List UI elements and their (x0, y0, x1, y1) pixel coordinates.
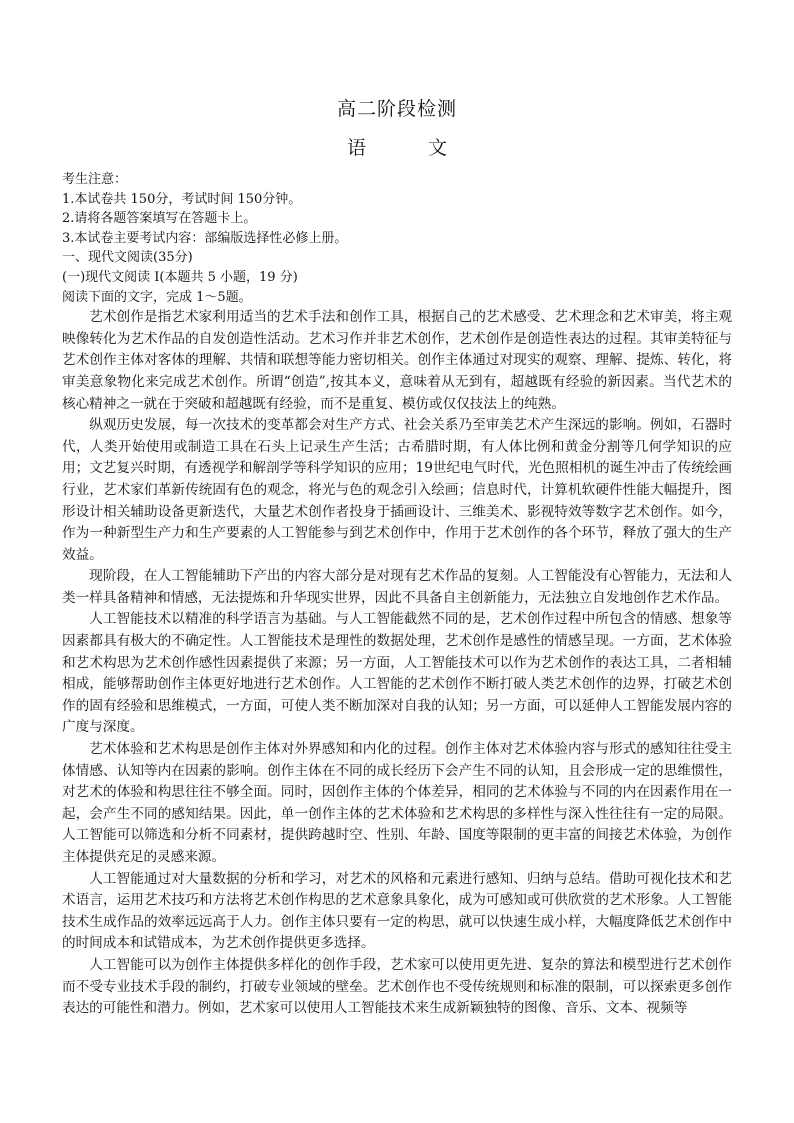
passage-paragraph: 纵观历史发展，每一次技术的变革都会对生产方式、社会关系乃至审美艺术产生深远的影响。例如，石器时代，人类开始使用或制造工具在石头上记录生产生活；古希腊时期，有人体比例和黄金分割等几何学知识的应用；文艺复兴时期，有透视学和解剖学等科学知识的应用；19世纪电气时代，光色照相机的诞生冲击了传统绘画行业，艺术家们革新传统固有色的观念，将光与色的观念引入绘画；信息时代，计算机软硬件性能大幅提升，图形设计相关辅助设备更新迭代，大量艺术创作者投身于插画设计、三维美术、影视特效等数字艺术创作。如今，作为一种新型生产力和生产要素的人工智能参与到艺术创作中，作用于艺术创作的各个环节，释放了强大的生产效益。 (62, 417, 732, 563)
passage-paragraph: 艺术体验和艺术构思是创作主体对外界感知和内化的过程。创作主体对艺术体验内容与形式的感知往往受主体情感、认知等内在因素的影响。创作主体在不同的成长经历下会产生不同的认知，且会形成一定的思维惯性，对艺术的体验和构思往往不够全面。同时，因创作主体的个体差异，相同的艺术体验与不同的内在因素作用在一起，会产生不同的感知结果。因此，单一创作主体的艺术体验和艺术构思的多样性与深入性往往有一定的局限。人工智能可以筛选和分析不同素材，提供跨越时空、性别、年龄、国度等限制的更丰富的间接艺术体验，为创作主体提供充足的灵感来源。 (62, 741, 732, 865)
reading-instruction: 阅读下面的文字，完成 1～5题。 (62, 289, 252, 305)
notice-item: 3.本试卷主要考试内容：部编版选择性必修上册。 (62, 230, 348, 246)
section-title: 一、现代文阅读(35分) (62, 250, 193, 266)
passage-paragraph: 人工智能技术以精准的科学语言为基础。与人工智能截然不同的是，艺术创作过程中所包含的情感、想象等因素都具有极大的不确定性。人工智能技术是理性的数据处理，艺术创作是感性的情感呈现。一方面，艺术体验和艺术构思为艺术创作感性因素提供了来源；另一方面，人工智能技术可以作为艺术创作的表达工具，二者相辅相成，能够帮助创作主体更好地进行艺术创作。人工智能的艺术创作不断打破人类艺术创作的边界，打破艺术创作的固有经验和思维模式，一方面，可使人类不断加深对自我的认知；另一方面，可以延伸人工智能发展内容的广度与深度。 (62, 611, 732, 736)
passage-paragraph: 艺术创作是指艺术家利用适当的艺术手法和创作工具，根据自己的艺术感受、艺术理念和艺术审美，将主观映像转化为艺术作品的自发创造性活动。艺术习作并非艺术创作，艺术创作是创造性表达的过程。其审美特征与艺术创作主体对客体的理解、共情和联想等能力密切相关。创作主体通过对现实的观察、理解、提炼、转化，将审美意象物化来完成艺术创作。所谓“创造”,按其本义，意味着从无到有，超越既有经验的新因素。当代艺术的核心精神之一就在于突破和超越既有经验，而不是重复、模仿或仅仅技法上的纯熟。 (62, 309, 732, 412)
exam-title: 高二阶段检测 (336, 98, 457, 120)
subject-char-2: 文 (428, 137, 448, 159)
subsection-title: (一)现代文阅读 I(本题共 5 小题，19 分) (62, 269, 298, 285)
notice-heading: 考生注意： (62, 172, 128, 187)
subject-char-1: 语 (346, 137, 366, 159)
notice-item: 1.本试卷共 150分，考试时间 150分钟。 (62, 191, 302, 207)
subject-title (62, 134, 732, 162)
notice-item: 2.请将各题答案填写在答题卡上。 (62, 211, 257, 227)
exam-page (62, 96, 732, 1020)
passage-paragraph: 现阶段，在人工智能辅助下产出的内容大部分是对现有艺术作品的复刻。人工智能没有心智能力，无法和人类一样具备精神和情感，无法提炼和升华现实世界，因此不具备自主创新能力，无法独立自发地创作艺术作品。 (62, 568, 732, 606)
passage-paragraph: 人工智能通过对大量数据的分析和学习，对艺术的风格和元素进行感知、归纳与总结。借助可视化技术和艺术语言，运用艺术技巧和方法将艺术创作构思的艺术意象具象化，成为可感知或可供欣赏的艺术形象。人工智能技术生成作品的效率远远高于人力。创作主体只要有一定的构思，就可以快速生成小样，大幅度降低艺术创作中的时间成本和试错成本，为艺术创作提供更多选择。 (62, 870, 732, 952)
passage-paragraph: 人工智能可以为创作主体提供多样化的创作手段，艺术家可以使用更先进、复杂的算法和模型进行艺术创作而不受专业技术手段的制约，打破专业领域的壁垒。艺术创作也不受传统规则和标准的限制，可以探索更多创作表达的可能性和潜力。例如，艺术家可以使用人工智能技术来生成新颖独特的图像、音乐、文本、视频等 (62, 956, 732, 1017)
